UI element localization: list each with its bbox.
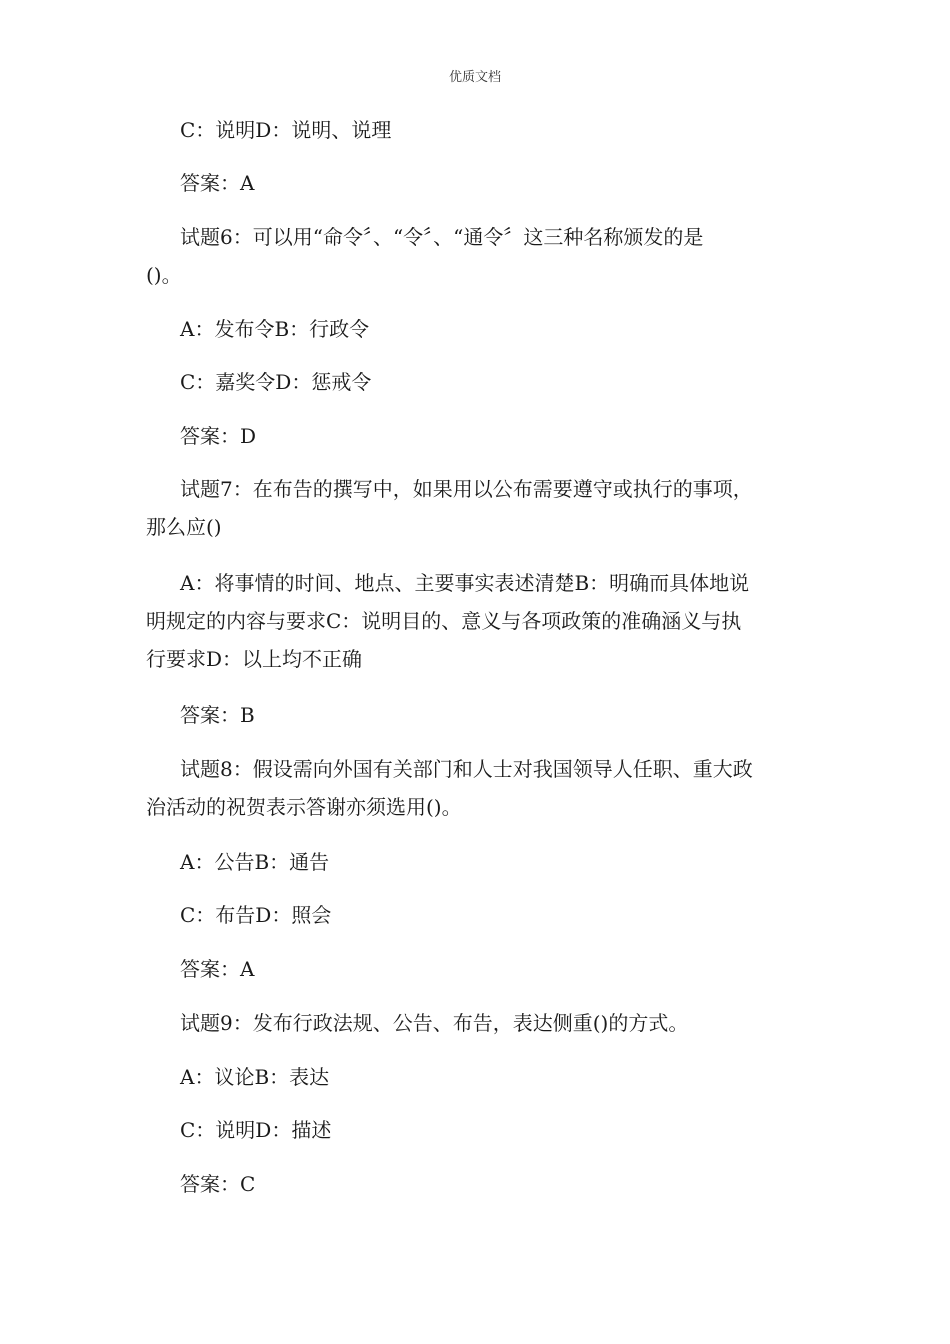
question-6-line-2: ()。 <box>146 263 182 287</box>
question-9-line-1: 试题9：发布行政法规、公告、布告，表达侧重()的方式。 <box>180 1011 689 1035</box>
question-8-options-c-d: C：布告D：照会 <box>180 903 332 927</box>
question-6-line-1: 试题6：可以用“命令〞、“令〞、“通令〞这三种名称颁发的是 <box>180 225 704 249</box>
question-9-answer: 答案：C <box>180 1172 256 1196</box>
question-8-line-2: 治活动的祝贺表示答谢亦须选用()。 <box>146 795 462 819</box>
question-7-options-line-2: 明规定的内容与要求C：说明目的、意义与各项政策的准确涵义与执 <box>146 609 742 633</box>
question-7-answer: 答案：B <box>180 703 255 727</box>
option-line-c-d: C：说明D：说明、说理 <box>180 118 392 142</box>
question-8-answer: 答案：A <box>180 957 255 981</box>
question-8-line-1: 试题8：假设需向外国有关部门和人士对我国领导人任职、重大政 <box>180 757 753 781</box>
question-6-answer: 答案：D <box>180 424 257 448</box>
question-8-options-a-b: A：公告B：通告 <box>180 850 330 874</box>
question-9-options-a-b: A：议论B：表达 <box>180 1065 330 1089</box>
question-7-line-1: 试题7：在布告的撰写中，如果用以公布需要遵守或执行的事项， <box>180 477 753 501</box>
question-7-line-2: 那么应() <box>146 515 222 539</box>
page-header: 优质文档 <box>448 70 501 85</box>
question-9-options-c-d: C：说明D：描述 <box>180 1118 332 1142</box>
question-6-options-c-d: C：嘉奖令D：惩戒令 <box>180 370 372 394</box>
answer-line: 答案：A <box>180 171 255 195</box>
question-7-options-line-1: A：将事情的时间、地点、主要事实表述清楚B：明确而具体地说 <box>180 571 750 595</box>
question-7-options-line-3: 行要求D：以上均不正确 <box>146 647 363 671</box>
question-6-options-a-b: A：发布令B：行政令 <box>180 317 370 341</box>
